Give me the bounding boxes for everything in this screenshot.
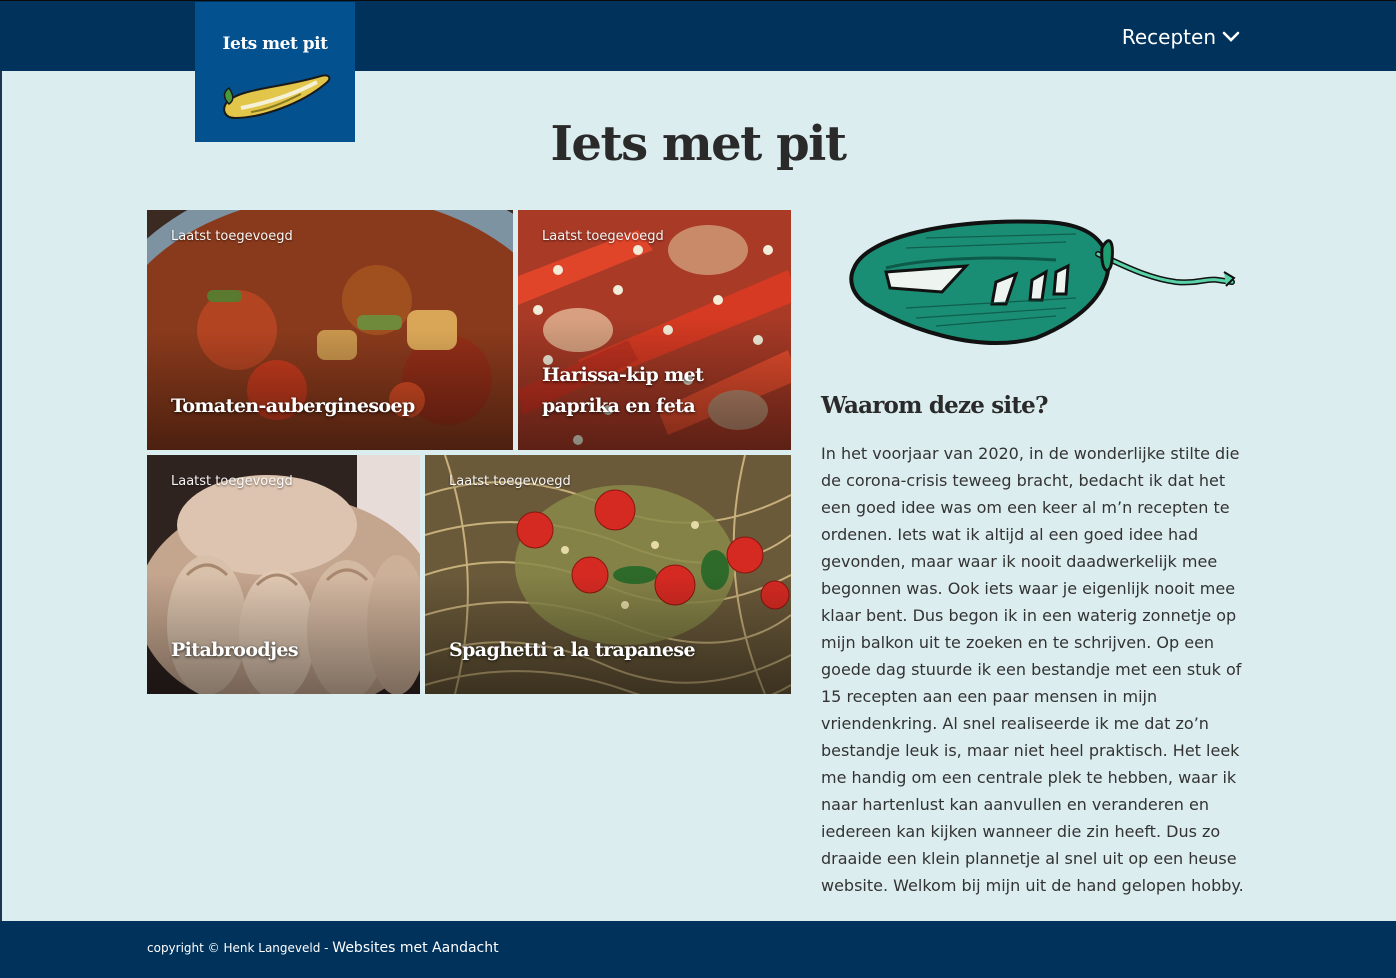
card-label: Laatst toegevoegd: [171, 474, 293, 489]
recipe-card-tomato-soup[interactable]: [147, 210, 513, 450]
card-label: Laatst toegevoegd: [542, 229, 664, 244]
footer-link-websites-met-aandacht[interactable]: Websites met Aandacht: [332, 940, 499, 956]
footer-text: [147, 940, 499, 956]
yellow-pepper-icon: [221, 68, 333, 122]
recipes-menu-label: Recepten: [1121, 25, 1216, 49]
recipe-card-spaghetti[interactable]: [425, 455, 791, 694]
page-title: Iets met pit: [550, 116, 846, 172]
copyright-text: copyright © Henk Langeveld -: [147, 941, 333, 955]
recipes-menu[interactable]: [1122, 23, 1240, 51]
card-title: Harissa-kip met paprika en feta: [542, 364, 704, 417]
recipe-card-harissa-chicken[interactable]: [518, 210, 791, 450]
about-body: In het voorjaar van 2020, in de wonderlijke stilte die de corona-crisis teweeg bracht, bedacht ik dat het een goed idee was om een keer al m’n recepten te ordenen. Iets wat ik altijd al een goed idee had gevonden, maar waar ik nooit daadwerkelijk mee begonnen was. Ook iets waar je eigenlijk nooit mee klaar bent. Dus begon ik in een waterig zonnetje op mijn balkon uit te zoeken en te schrijven. Op een goede dag stuurde ik een bestandje met een stuk of 15 recepten aan een paar mensen in mijn vriendenkring. Al snel realiseerde ik me dat zo’n bestandje leuk is, maar niet heel praktisch. Het leek me handig om een centrale plek te hebben, waar ik naar hartenlust kan aanvullen en veranderen en iedereen kan kijken wanneer die zin heeft. Dus zo draaide een klein plannetje al snel uit op een heuse website. Welkom bij mijn uit de hand gelopen hobby.: [821, 444, 1244, 895]
logo-text: Iets met pit: [222, 34, 328, 54]
chevron-down-icon: [1222, 31, 1240, 43]
card-title: Pitabroodjes: [171, 639, 298, 661]
card-title: Spaghetti a la trapanese: [449, 639, 695, 661]
footer: [0, 921, 1396, 978]
recipe-card-pita[interactable]: [147, 455, 420, 694]
about-title: Waarom deze site?: [821, 392, 1048, 419]
top-navbar: [0, 0, 1396, 71]
card-label: Laatst toegevoegd: [171, 229, 293, 244]
card-label: Laatst toegevoegd: [449, 474, 571, 489]
card-title: Tomaten-auberginesoep: [171, 395, 415, 417]
site-logo[interactable]: [195, 2, 355, 142]
green-pepper-illustration: [846, 208, 1238, 350]
